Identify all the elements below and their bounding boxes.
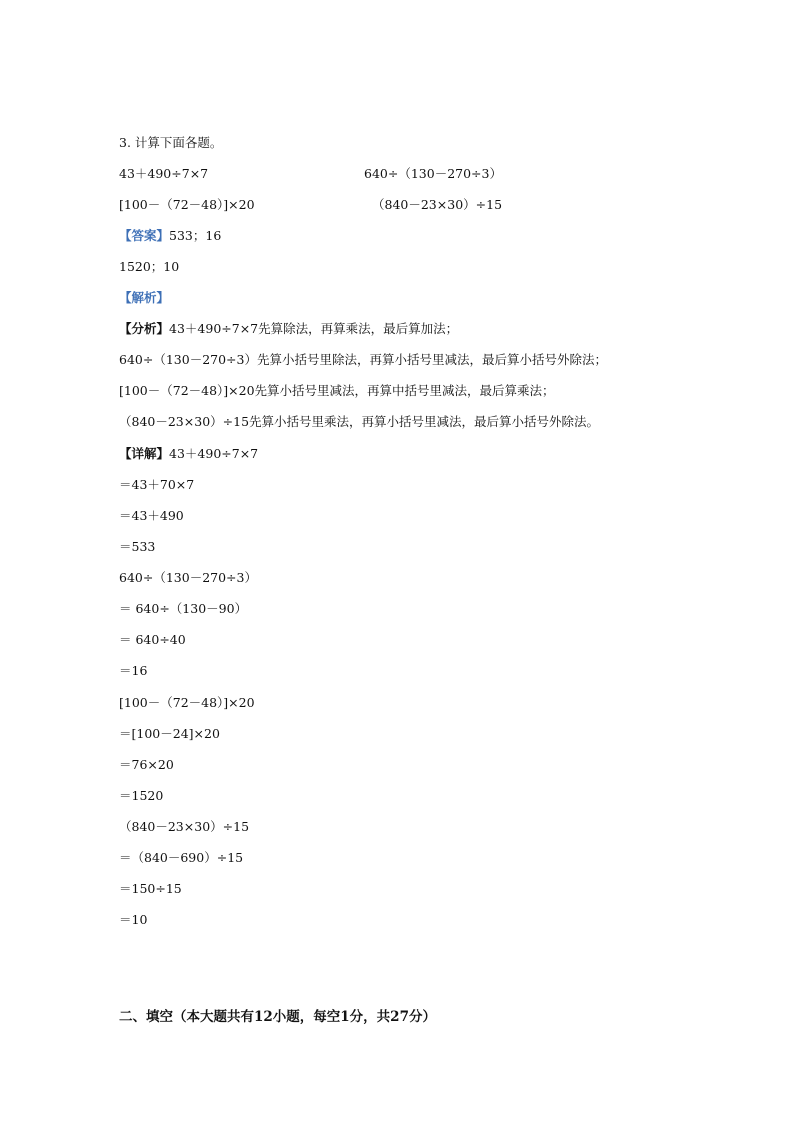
- step-14: ＝150÷15: [119, 881, 182, 896]
- problem-3: [100－（72－48）]×20: [119, 197, 255, 212]
- step-9: ＝[100－24]×20: [119, 726, 220, 741]
- section-heading: 二、填空（本大题共有12小题，每空1分，共27分）: [119, 1009, 436, 1025]
- step-8: [100－（72－48）]×20: [119, 695, 255, 710]
- problem-2: 640÷（130－270÷3）: [364, 166, 502, 181]
- answer-line-2: 1520；10: [119, 259, 180, 274]
- answer-label: 【答案】: [119, 228, 170, 243]
- problem-4: （840－23×30）÷15: [372, 197, 503, 212]
- step-13: ＝（840－690）÷15: [119, 850, 244, 865]
- step-12: （840－23×30）÷15: [119, 819, 250, 834]
- xiangjie-label: 【详解】: [119, 446, 170, 461]
- step-3: ＝533: [119, 539, 156, 554]
- step-11: ＝1520: [119, 788, 164, 803]
- xiangjie-line: [119, 446, 258, 462]
- fenxi-label: 【分析】: [119, 321, 170, 336]
- step-5: ＝ 640÷（130－90）: [119, 601, 248, 616]
- step-10: ＝76×20: [119, 757, 174, 772]
- analysis-label: 【解析】: [119, 290, 170, 305]
- fenxi-text-1: 43＋490÷7×7先算除法，再算乘法，最后算加法；: [169, 321, 459, 336]
- step-7: ＝16: [119, 663, 148, 678]
- answer-values-1: 533；16: [169, 228, 222, 243]
- step-1: ＝43＋70×7: [119, 477, 195, 492]
- answer-line-1: [119, 228, 221, 244]
- step-6: ＝ 640÷40: [119, 632, 186, 647]
- step-2: ＝43＋490: [119, 508, 184, 523]
- fenxi-line-2: 640÷（130－270÷3）先算小括号里除法，再算小括号里减法，最后算小括号外除法；: [119, 352, 607, 367]
- fenxi-line-4: （840－23×30）÷15先算小括号里乘法，再算小括号里减法，最后算小括号外除法。: [119, 414, 600, 429]
- fenxi-line-3: [100－（72－48）]×20先算小括号里减法，再算中括号里减法，最后算乘法；: [119, 383, 555, 398]
- step-4: 640÷（130－270÷3）: [119, 570, 257, 585]
- problem-1: 43＋490÷7×7: [119, 166, 209, 181]
- question-title: 3. 计算下面各题。: [119, 135, 223, 150]
- xiangjie-first: 43＋490÷7×7: [169, 446, 259, 461]
- fenxi-line-1: [119, 321, 458, 337]
- step-15: ＝10: [119, 912, 148, 927]
